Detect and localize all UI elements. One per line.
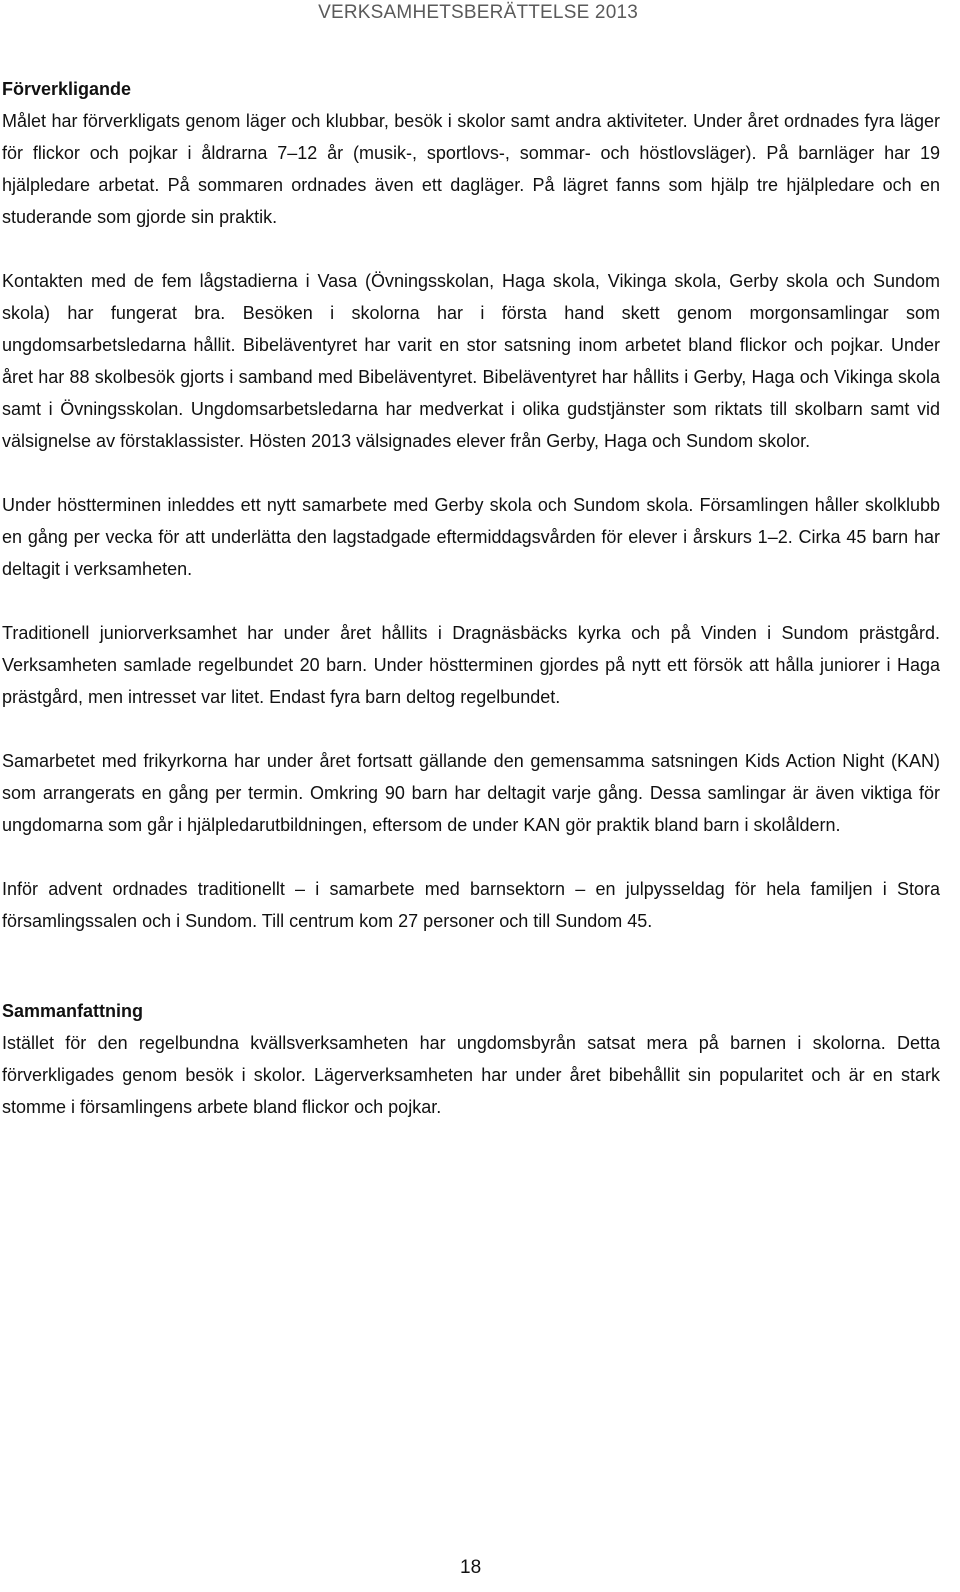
paragraph: Målet har förverkligats genom läger och klubbar, besök i skolor samt andra aktiviteter. Under året ordnades fyra läger för flickor och pojkar i åldrarna 7–12 år (musik-, sportlovs-, sommar- och höstlovsläger). På barnläger har 19 hjälpledare arbetat. På sommaren ordnades även ett dagläger. På lägret fanns som hjälp tre hjälpledare och en studerande som gjorde sin praktik. bbox=[2, 111, 940, 227]
paragraph: Inför advent ordnades traditionellt – i samarbete med barnsektorn – en julpysseldag för hela familjen i Stora församlingssalen och i Sundom. Till centrum kom 27 personer och till Sundom 45. bbox=[2, 879, 940, 931]
running-header: VERKSAMHETSBERÄTTELSE 2013 bbox=[318, 2, 638, 23]
paragraph: Istället för den regelbundna kvällsverksamheten har ungdomsbyrån satsat mera på barnen i skolorna. Detta förverkligades genom besök i skolor. Lägerverksamheten har under året bibehållit sin popularitet och är en stark stomme i församlingens arbete bland flickor och pojkar. bbox=[2, 1033, 940, 1117]
page-number: 18 bbox=[460, 1557, 482, 1578]
paragraph: Samarbetet med frikyrkorna har under året fortsatt gällande den gemensamma satsningen Kids Action Night (KAN) som arrangerats en gång per termin. Omkring 90 barn har deltagit varje gång. Dessa samlingar är även viktiga för ungdomarna som går i hjälpledarutbildningen, eftersom de under KAN gör praktik bland barn i skolåldern. bbox=[2, 751, 940, 835]
paragraph: Traditionell juniorverksamhet har under året hållits i Dragnäsbäcks kyrka och på Vinden i Sundom prästgård. Verksamheten samlade regelbundet 20 barn. Under höstterminen gjordes på nytt ett försök att hålla juniorer i Haga prästgård, men intresset var litet. Endast fyra barn deltog regelbundet. bbox=[2, 623, 940, 707]
paragraph: Kontakten med de fem lågstadierna i Vasa (Övningsskolan, Haga skola, Vikinga skola, Gerby skola och Sundom skola) har fungerat bra. Besöken i skolorna har i första hand skett genom morgonsamlingar som ungdomsarbetsledarna hållit. Bibeläventyret har varit en stor satsning inom arbetet bland flickor och pojkar. Under året har 88 skolbesök gjorts i samband med Bibeläventyret. Bibeläventyret har hållits i Gerby, Haga och Vikinga skola samt i Övningsskolan. Ungdomsarbetsledarna har medverkat i olika gudstjänster som riktats till skolbarn samt vid välsignelse av förstaklassister. Hösten 2013 välsignades elever från Gerby, Haga och Sundom skolor. bbox=[2, 271, 940, 451]
paragraph: Under höstterminen inleddes ett nytt samarbete med Gerby skola och Sundom skola. Församlingen håller skolklubb en gång per vecka för att underlätta den lagstadgade eftermiddagsvården för elever i årskurs 1–2. Cirka 45 barn har deltagit i verksamheten. bbox=[2, 495, 940, 579]
section-heading-sammanfattning: Sammanfattning bbox=[2, 1001, 144, 1021]
section-heading-forverkligande: Förverkligande bbox=[2, 79, 132, 99]
page-content bbox=[2, 73, 940, 1123]
